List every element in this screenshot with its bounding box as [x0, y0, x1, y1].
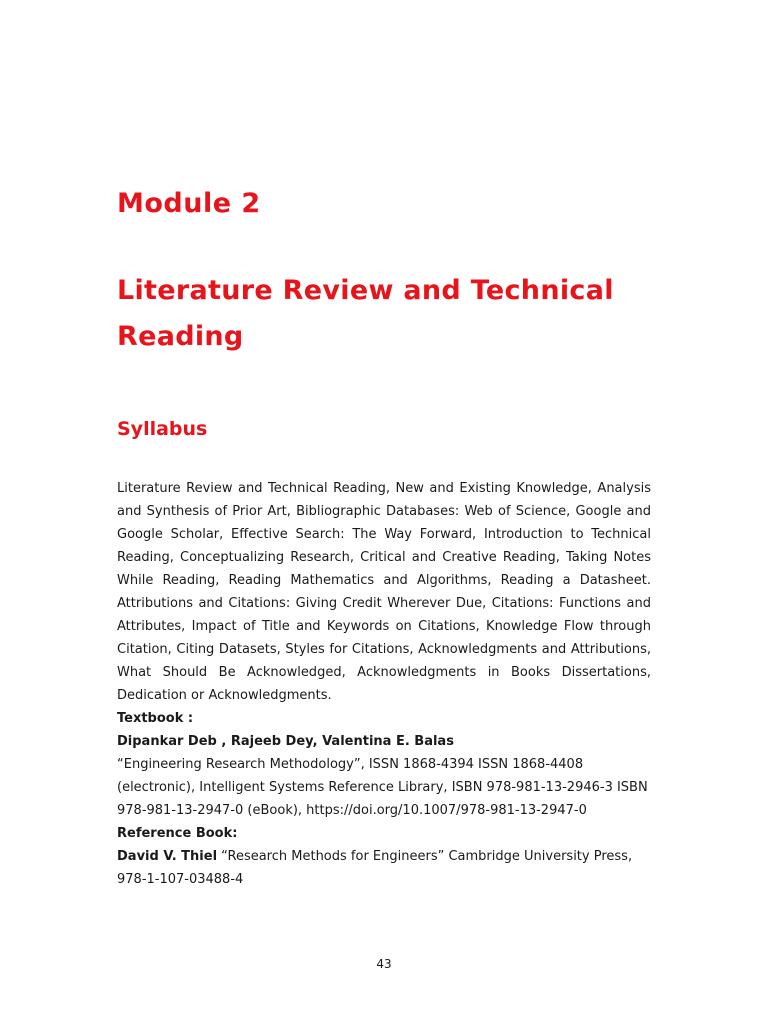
textbook-authors: Dipankar Deb , Rajeeb Dey, Valentina E. Balas — [117, 734, 454, 749]
reference-book-label: Reference Book: — [117, 826, 238, 841]
textbook-citation: “Engineering Research Methodology”, ISSN 1868-4394 ISSN 1868-4408 (electronic), Intelligent Systems Reference Library, ISBN 978-981-13-2946-3 ISBN 978-981-13-2947-0 (eBook), https://doi.org/10.1007/978-981-13-2947-0 — [117, 757, 648, 818]
reference-book-entry — [117, 845, 651, 891]
page-number: 43 — [376, 957, 392, 971]
syllabus-body: Literature Review and Technical Reading, New and Existing Knowledge, Analysis and Synthesis of Prior Art, Bibliographic Databases: Web of Science, Google and Google Scholar, Effective Search: The Way Forward, Introduction to Technical Reading, Conceptualizing Research, Critical and Creative Reading, Taking Notes While Reading, Reading Mathematics and Algorithms, Reading a Datasheet. Attributions and Citations: Giving Credit Wherever Due, Citations: Functions and Attributes, Impact of Title and Keywords on Citations, Knowledge Flow through Citation, Citing Datasets, Styles for Citations, Acknowledgments and Attributions, What Should Be Acknowledged, Acknowledgments in Books Dissertations, Dedication or Acknowledgments. — [117, 481, 651, 703]
textbook-label: Textbook : — [117, 711, 194, 726]
syllabus-content — [117, 477, 651, 891]
syllabus-heading: Syllabus — [117, 418, 208, 440]
chapter-title: Literature Review and Technical Reading — [117, 275, 614, 352]
module-title: Module 2 — [117, 188, 261, 219]
reference-book-citation: “Research Methods for Engineers” Cambridge University Press, 978-1-107-03488-4 — [117, 849, 633, 887]
reference-book-author: David V. Thiel — [117, 849, 218, 864]
